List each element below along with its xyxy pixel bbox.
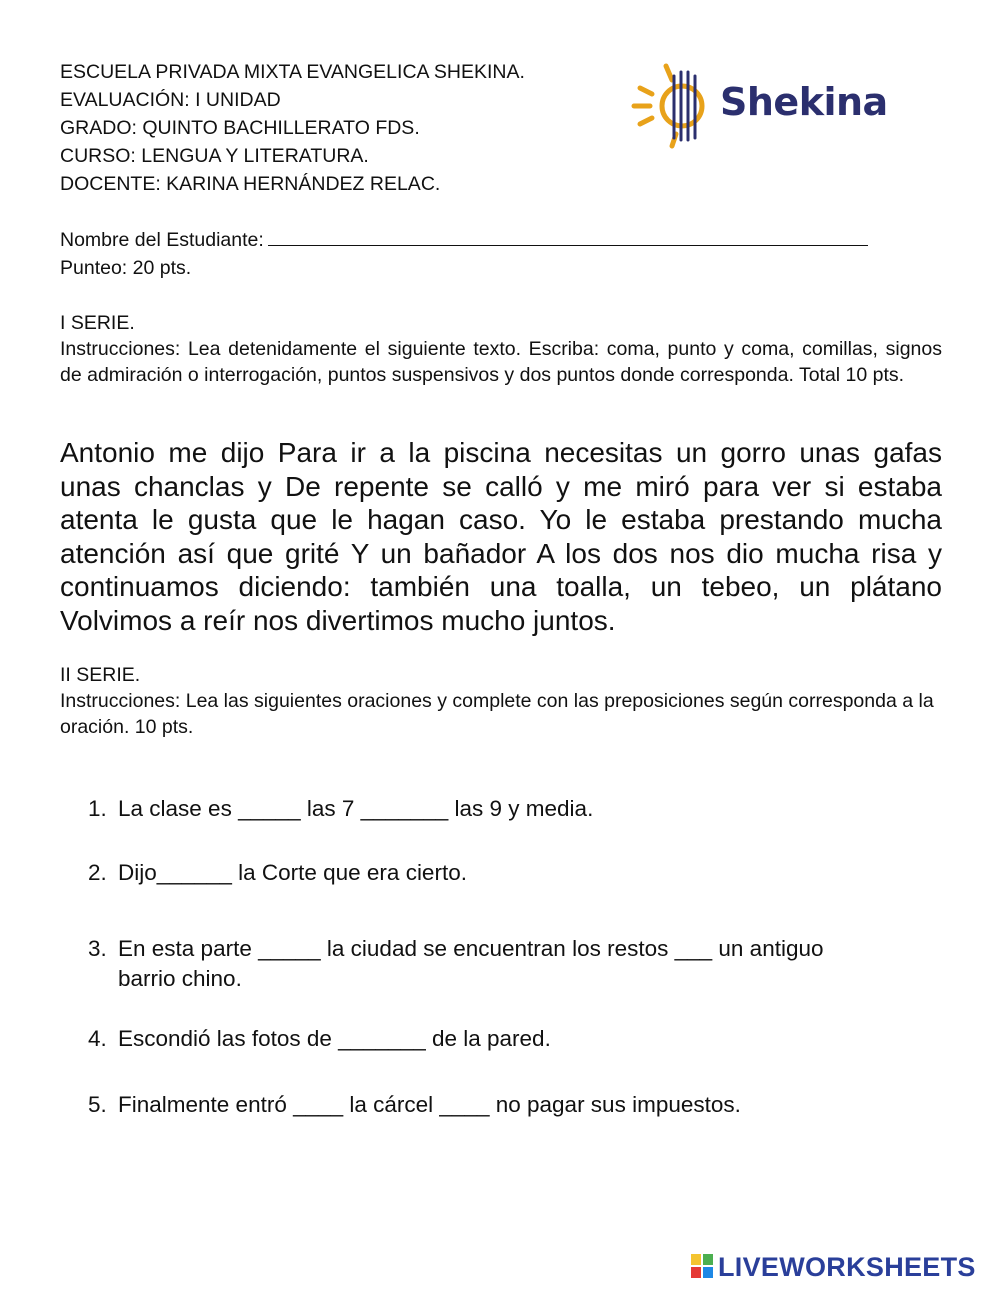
evaluation-line: EVALUACIÓN: I UNIDAD: [60, 89, 281, 111]
school-name: ESCUELA PRIVADA MIXTA EVANGELICA SHEKINA.: [60, 61, 525, 83]
question-4: [88, 1024, 968, 1054]
course-line: CURSO: LENGUA Y LITERATURA.: [60, 145, 369, 167]
student-name-blank[interactable]: [268, 227, 868, 246]
serie-2-instructions: Instrucciones: Lea las siguientes oraciones y complete con las preposiciones según corresponda a la oración. 10 pts.: [60, 690, 934, 738]
serie-2-title: II SERIE.: [60, 664, 141, 686]
student-name-label: Nombre del Estudiante:: [60, 229, 264, 251]
brand-text: LIVEWORKSHEETS: [718, 1252, 976, 1282]
question-text: Finalmente entró ____ la cárcel ____ no pagar sus impuestos.: [118, 1092, 741, 1117]
shekina-logo: [630, 58, 888, 154]
question-number: 2.: [88, 860, 107, 885]
question-text: Dijo______ la Corte que era cierto.: [118, 860, 467, 885]
serie-1: [60, 310, 942, 388]
question-text: La clase es _____ las 7 _______ las 9 y media.: [118, 796, 594, 821]
question-continuation: barrio chino.: [118, 966, 242, 991]
question-3: [88, 934, 968, 994]
serie-2: [60, 662, 942, 740]
question-number: 3.: [88, 936, 107, 961]
question-5: [88, 1090, 968, 1120]
question-number: 4.: [88, 1026, 107, 1051]
student-info: [60, 226, 868, 282]
school-header: [60, 58, 525, 198]
liveworksheets-logo-icon: [690, 1252, 716, 1280]
question-text: Escondió las fotos de _______ de la pared.: [118, 1026, 551, 1051]
serie-1-title: I SERIE.: [60, 312, 135, 334]
liveworksheets-brand: [690, 1252, 976, 1286]
serie-1-instructions: Instrucciones: Lea detenidamente el siguiente texto. Escriba: coma, punto y coma, comillas, signos de admiración o interrogación, puntos suspensivos y dos puntos donde corresponda. Total 10 pts.: [60, 338, 942, 386]
grade-line: GRADO: QUINTO BACHILLERATO FDS.: [60, 117, 420, 139]
question-number: 5.: [88, 1092, 107, 1117]
punctuation-text: Antonio me dijo Para ir a la piscina necesitas un gorro unas gafas unas chanclas y De repente se calló y me miró para ver si estaba atenta le gusta que le hagan caso. Yo le estaba prestando mucha atención así que grité Y un bañador A los dos nos dio mucha risa y continuamos diciendo: también una toalla, un tebeo, un plátano Volvimos a reír nos divertimos mucho juntos.: [60, 437, 942, 636]
teacher-line: DOCENTE: KARINA HERNÁNDEZ RELAC.: [60, 173, 441, 195]
sun-logo-icon: [630, 58, 720, 154]
question-text: En esta parte _____ la ciudad se encuentran los restos ___ un antiguo: [118, 936, 824, 961]
question-1: [88, 794, 968, 824]
question-2: [88, 858, 968, 888]
question-number: 1.: [88, 796, 107, 821]
score-line: Punteo: 20 pts.: [60, 257, 192, 279]
student-name-row: [60, 226, 868, 254]
logo-text: Shekina: [720, 80, 888, 124]
